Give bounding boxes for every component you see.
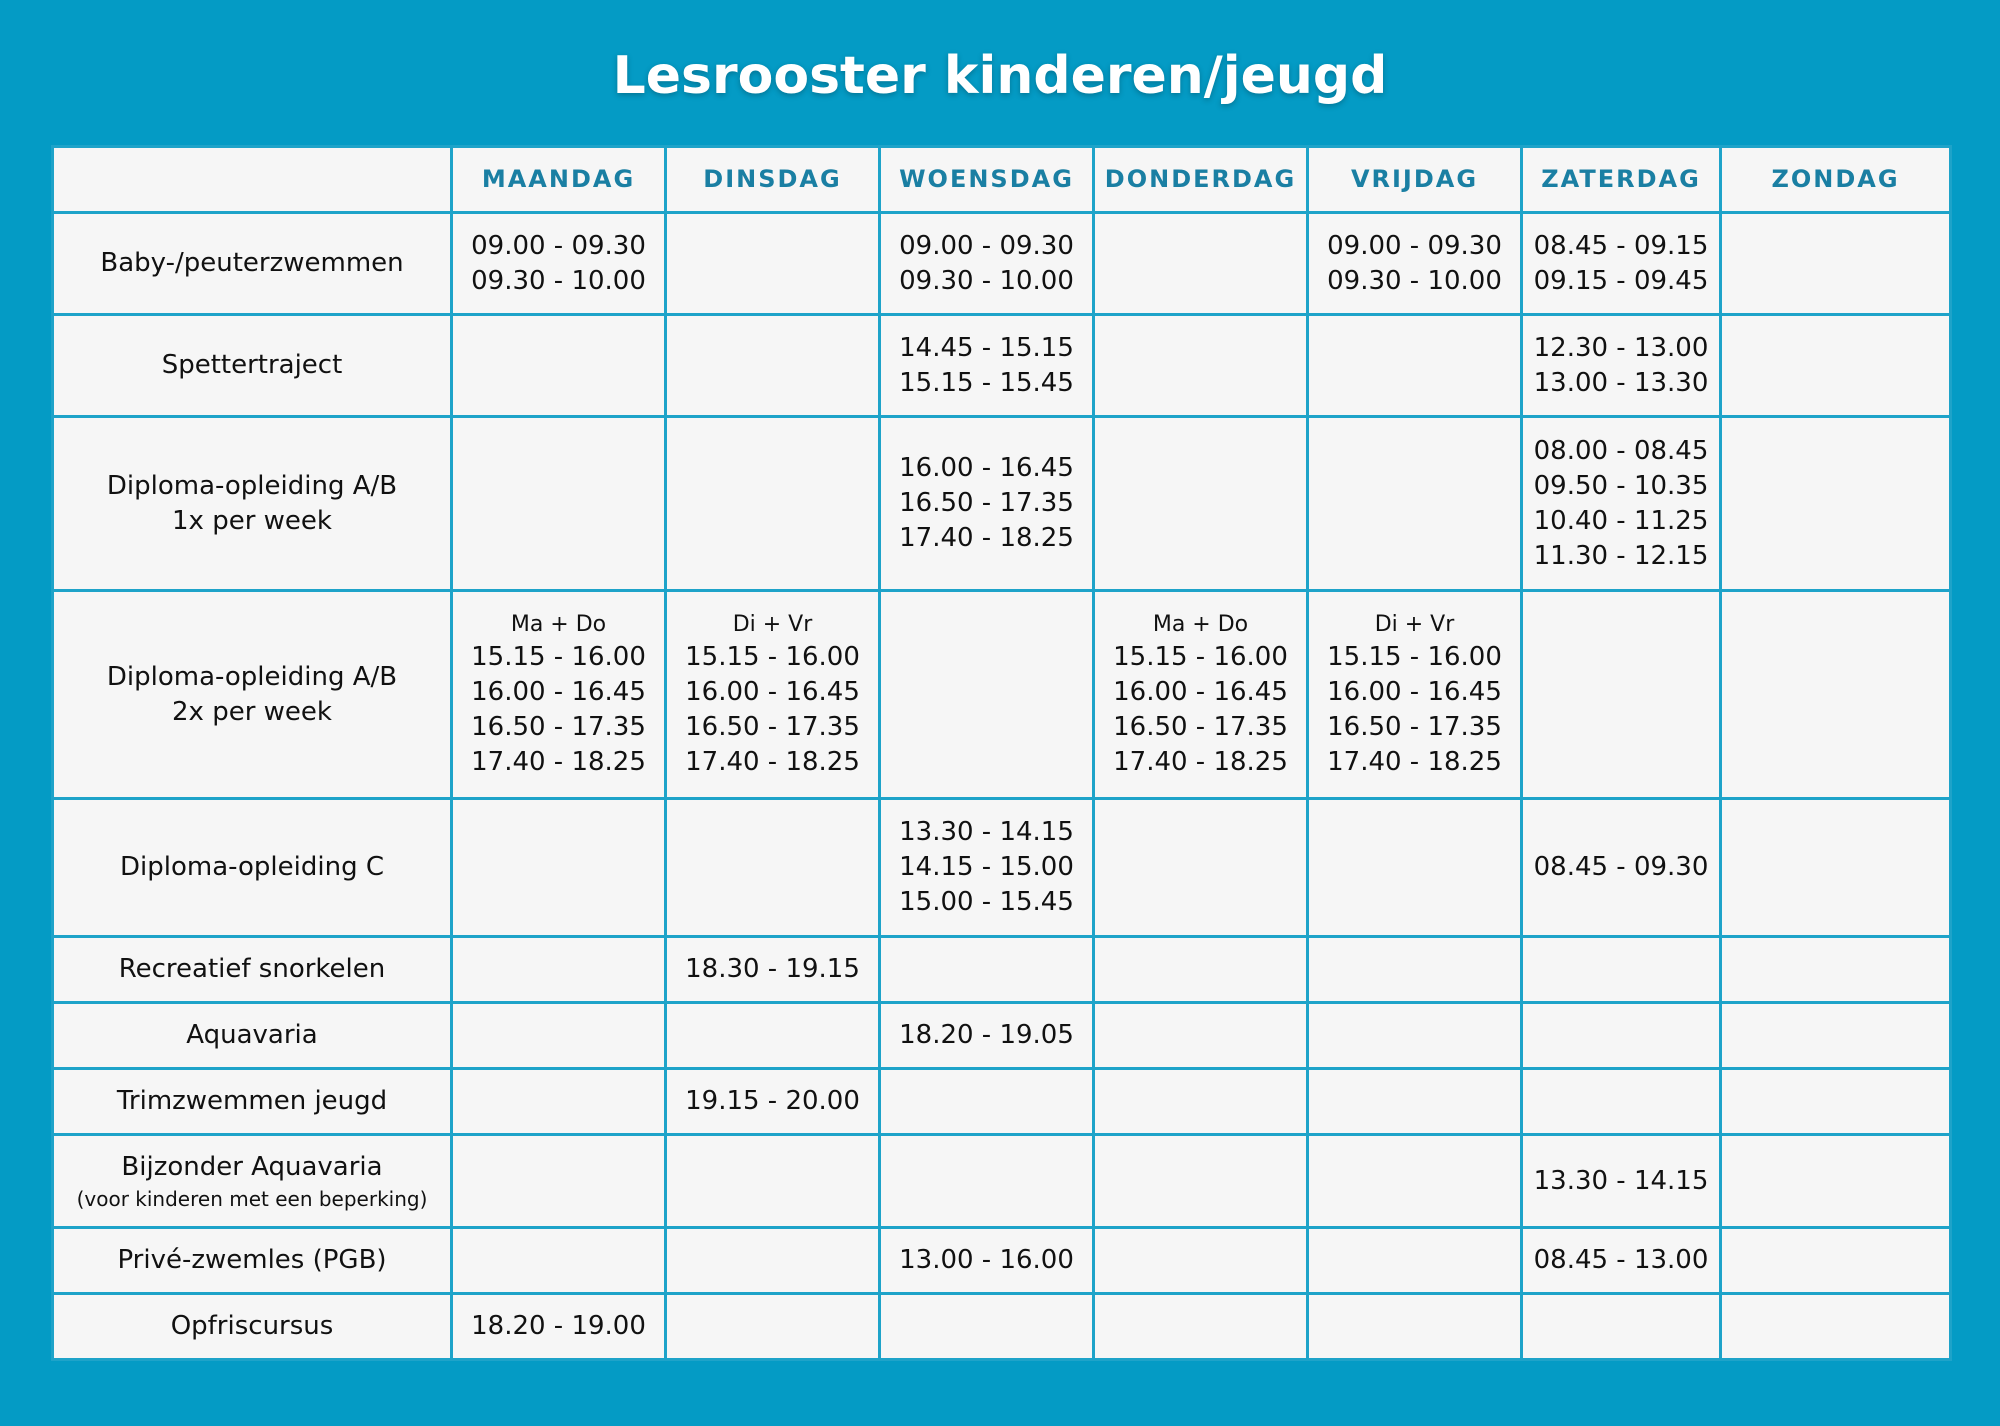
- schedule-cell: [880, 213, 1094, 315]
- time-slot: 16.50 - 17.35: [1113, 711, 1288, 742]
- schedule-cell: [1522, 591, 1721, 799]
- time-slot: 17.40 - 18.25: [1327, 746, 1502, 777]
- schedule-cell: [1308, 937, 1522, 1003]
- time-slot: 12.30 - 13.00: [1533, 332, 1709, 363]
- schedule-cell: [452, 1135, 666, 1228]
- header-row: [53, 147, 1951, 213]
- time-slot: 16.50 - 17.35: [471, 711, 646, 742]
- time-slot: 09.30 - 10.00: [471, 265, 646, 296]
- course-name-cell: [53, 213, 452, 315]
- schedule-cell: [1721, 1294, 1951, 1360]
- course-name-cell: [53, 1069, 452, 1135]
- schedule-cell: [452, 591, 666, 799]
- schedule-cell: [880, 937, 1094, 1003]
- time-slot: 13.30 - 14.15: [899, 817, 1074, 847]
- course-name-cell: [53, 1294, 452, 1360]
- time-slot-list: [881, 451, 1092, 556]
- schedule-row: [53, 1135, 1951, 1228]
- schedule-cell: [1094, 937, 1308, 1003]
- time-slot-list: [453, 610, 664, 780]
- schedule-cell: [1721, 937, 1951, 1003]
- schedule-cell: [1721, 315, 1951, 417]
- time-slot: 10.40 - 11.25: [1533, 505, 1709, 536]
- time-slot: 11.30 - 12.15: [1533, 540, 1709, 571]
- course-name-cell: [53, 417, 452, 591]
- schedule-cell: [1522, 213, 1721, 315]
- schedule-cell: [1308, 1294, 1522, 1360]
- time-slot: 08.45 - 09.15: [1533, 230, 1709, 261]
- course-name: Bijzonder Aquavaria: [121, 1151, 383, 1182]
- time-slot: 17.40 - 18.25: [471, 746, 646, 777]
- schedule-cell: [1094, 1069, 1308, 1135]
- time-slot: 16.50 - 17.35: [1327, 711, 1502, 742]
- course-name: Trimzwemmen jeugd: [116, 1086, 388, 1116]
- schedule-cell: [1094, 417, 1308, 591]
- schedule-cell: [452, 1228, 666, 1294]
- schedule-cell: [666, 1003, 880, 1069]
- day-header: DINSDAG: [666, 147, 880, 213]
- course-name: Recreatief snorkelen: [118, 954, 386, 984]
- schedule-cell: [880, 591, 1094, 799]
- course-name-cell: [53, 1228, 452, 1294]
- schedule-cell: [1721, 417, 1951, 591]
- schedule-cell: [452, 1003, 666, 1069]
- time-slot: 14.45 - 15.15: [899, 332, 1074, 363]
- time-slot: 09.30 - 10.00: [899, 265, 1074, 296]
- schedule-row: [53, 1294, 1951, 1360]
- course-name: Opfriscursus: [170, 1311, 334, 1341]
- schedule-cell: [452, 1069, 666, 1135]
- schedule-cell: [1522, 1294, 1721, 1360]
- schedule-cell: [452, 1294, 666, 1360]
- course-name: Privé-zwemles (PGB): [117, 1245, 387, 1275]
- time-slot: 09.00 - 09.30: [1327, 230, 1502, 261]
- course-name: Diploma-opleiding A/B: [106, 470, 398, 501]
- schedule-cell: [1721, 1228, 1951, 1294]
- schedule-cell: [452, 213, 666, 315]
- time-slot-list: [1095, 610, 1306, 780]
- schedule-cell: [1522, 937, 1721, 1003]
- course-frequency: 2x per week: [172, 696, 332, 727]
- course-note: (voor kinderen met een beperking): [76, 1186, 428, 1211]
- time-slot: 16.00 - 16.45: [685, 676, 860, 707]
- schedule-cell: [1094, 591, 1308, 799]
- schedule-cell: [666, 591, 880, 799]
- time-slot-list: [881, 229, 1092, 299]
- schedule-cell: [452, 937, 666, 1003]
- day-header: VRIJDAG: [1308, 147, 1522, 213]
- course-name-cell: [53, 591, 452, 799]
- time-slot: 09.50 - 10.35: [1533, 470, 1709, 501]
- time-slot-list: [1523, 1164, 1719, 1199]
- time-slot-list: [881, 1243, 1092, 1278]
- time-slot: 08.45 - 09.30: [1533, 852, 1709, 882]
- time-slot-list: [1523, 850, 1719, 885]
- time-slot-list: [1523, 434, 1719, 574]
- schedule-cell: [666, 1228, 880, 1294]
- schedule-cell: [1094, 1294, 1308, 1360]
- time-slot: 09.15 - 09.45: [1533, 265, 1709, 296]
- time-slot: 17.40 - 18.25: [899, 523, 1074, 553]
- time-slot: 08.00 - 08.45: [1533, 435, 1709, 466]
- schedule-cell: [666, 1069, 880, 1135]
- time-slot: 18.20 - 19.00: [471, 1311, 646, 1341]
- time-slot: 09.30 - 10.00: [1327, 265, 1502, 296]
- time-slot: 09.00 - 09.30: [899, 230, 1074, 261]
- schedule-cell: [1721, 213, 1951, 315]
- schedule-cell: [1094, 1228, 1308, 1294]
- time-slot-list: [667, 610, 878, 780]
- schedule-cell: [1522, 315, 1721, 417]
- time-slot: 15.15 - 16.00: [471, 641, 646, 672]
- schedule-cell: [452, 799, 666, 937]
- schedule-row: [53, 1069, 1951, 1135]
- schedule-cell: [1721, 1069, 1951, 1135]
- schedule-cell: [1094, 315, 1308, 417]
- day-combination-tag: Di + Vr: [732, 611, 813, 637]
- day-header: DONDERDAG: [1094, 147, 1308, 213]
- schedule-cell: [880, 799, 1094, 937]
- schedule-cell: [1094, 213, 1308, 315]
- schedule-cell: [1522, 417, 1721, 591]
- schedule-cell: [1721, 799, 1951, 937]
- time-slot-list: [453, 229, 664, 299]
- day-combination-tag: Di + Vr: [1374, 611, 1455, 637]
- schedule-cell: [880, 1003, 1094, 1069]
- schedule-cell: [1522, 799, 1721, 937]
- time-slot-list: [1523, 331, 1719, 401]
- time-slot-list: [667, 952, 878, 987]
- course-name-cell: [53, 315, 452, 417]
- day-header: MAANDAG: [452, 147, 666, 213]
- schedule-cell: [666, 213, 880, 315]
- schedule-cell: [452, 417, 666, 591]
- course-name: Diploma-opleiding A/B: [106, 661, 398, 692]
- schedule-cell: [1522, 1003, 1721, 1069]
- time-slot: 13.00 - 16.00: [899, 1245, 1074, 1275]
- schedule-row: [53, 799, 1951, 937]
- time-slot: 15.15 - 16.00: [685, 641, 860, 672]
- schedule-cell: [666, 937, 880, 1003]
- schedule-cell: [452, 315, 666, 417]
- course-name: Diploma-opleiding C: [120, 852, 384, 882]
- schedule-cell: [666, 1294, 880, 1360]
- time-slot: 17.40 - 18.25: [1113, 746, 1288, 777]
- schedule-cell: [1094, 1003, 1308, 1069]
- schedule-row: [53, 315, 1951, 417]
- schedule-row: [53, 591, 1951, 799]
- schedule-cell: [1522, 1069, 1721, 1135]
- time-slot: 16.00 - 16.45: [899, 453, 1074, 483]
- time-slot-list: [881, 815, 1092, 920]
- page-title: Lesrooster kinderen/jeugd: [612, 46, 1388, 106]
- schedule-table: [51, 145, 1952, 1361]
- schedule-cell: [1094, 1135, 1308, 1228]
- schedule-cell: [1308, 1135, 1522, 1228]
- schedule-cell: [1522, 1135, 1721, 1228]
- time-slot: 13.00 - 13.30: [1533, 367, 1709, 398]
- course-name-cell: [53, 937, 452, 1003]
- time-slot: 14.15 - 15.00: [899, 852, 1074, 882]
- schedule-row: [53, 213, 1951, 315]
- schedule-cell: [880, 315, 1094, 417]
- course-name-cell: [53, 1003, 452, 1069]
- day-header: WOENSDAG: [880, 147, 1094, 213]
- time-slot: 15.15 - 16.00: [1327, 641, 1502, 672]
- schedule-cell: [1721, 591, 1951, 799]
- day-header: ZONDAG: [1721, 147, 1951, 213]
- time-slot-list: [1309, 610, 1520, 780]
- course-name-cell: [53, 799, 452, 937]
- schedule-row: [53, 937, 1951, 1003]
- schedule-cell: [880, 1135, 1094, 1228]
- schedule-cell: [666, 1135, 880, 1228]
- time-slot: 15.15 - 15.45: [899, 367, 1074, 398]
- schedule-cell: [1308, 315, 1522, 417]
- time-slot: 09.00 - 09.30: [471, 230, 646, 261]
- course-name: Aquavaria: [186, 1020, 318, 1050]
- time-slot-list: [881, 1018, 1092, 1053]
- time-slot-list: [453, 1309, 664, 1344]
- schedule-cell: [1308, 799, 1522, 937]
- time-slot-list: [1523, 1243, 1719, 1278]
- time-slot: 13.30 - 14.15: [1533, 1165, 1709, 1196]
- time-slot: 15.00 - 15.45: [899, 887, 1074, 917]
- schedule-cell: [880, 1228, 1094, 1294]
- time-slot: 19.15 - 20.00: [685, 1086, 860, 1116]
- schedule-cell: [666, 315, 880, 417]
- schedule-cell: [1721, 1003, 1951, 1069]
- corner-cell: [53, 147, 452, 213]
- schedule-cell: [1308, 213, 1522, 315]
- time-slot: 16.50 - 17.35: [685, 711, 860, 742]
- schedule-cell: [1094, 799, 1308, 937]
- schedule-cell: [1308, 1228, 1522, 1294]
- schedule-cell: [666, 799, 880, 937]
- schedule-cell: [1522, 1228, 1721, 1294]
- course-name: Spettertraject: [161, 350, 343, 380]
- day-combination-tag: Ma + Do: [1152, 611, 1249, 637]
- schedule-cell: [1308, 417, 1522, 591]
- time-slot-list: [881, 331, 1092, 401]
- time-slot: 18.20 - 19.05: [899, 1020, 1074, 1050]
- schedule-cell: [1721, 1135, 1951, 1228]
- time-slot: 18.30 - 19.15: [685, 954, 860, 984]
- schedule-cell: [880, 1069, 1094, 1135]
- schedule-cell: [1308, 591, 1522, 799]
- schedule-cell: [880, 1294, 1094, 1360]
- course-name-cell: [53, 1135, 452, 1228]
- schedule-cell: [1308, 1003, 1522, 1069]
- schedule-row: [53, 417, 1951, 591]
- time-slot: 16.00 - 16.45: [1327, 676, 1502, 707]
- day-header: ZATERDAG: [1522, 147, 1721, 213]
- time-slot-list: [1309, 229, 1520, 299]
- time-slot-list: [667, 1084, 878, 1119]
- schedule-row: [53, 1003, 1951, 1069]
- day-combination-tag: Ma + Do: [510, 611, 607, 637]
- time-slot: 16.50 - 17.35: [899, 488, 1074, 518]
- schedule-cell: [1308, 1069, 1522, 1135]
- course-frequency: 1x per week: [172, 505, 332, 536]
- schedule-row: [53, 1228, 1951, 1294]
- time-slot: 16.00 - 16.45: [1113, 676, 1288, 707]
- course-name: Baby-/peuterzwemmen: [100, 248, 404, 278]
- schedule-cell: [880, 417, 1094, 591]
- schedule-cell: [666, 417, 880, 591]
- time-slot: 15.15 - 16.00: [1113, 641, 1288, 672]
- time-slot-list: [1523, 229, 1719, 299]
- time-slot: 17.40 - 18.25: [685, 746, 860, 777]
- time-slot: 08.45 - 13.00: [1533, 1245, 1709, 1275]
- time-slot: 16.00 - 16.45: [471, 676, 646, 707]
